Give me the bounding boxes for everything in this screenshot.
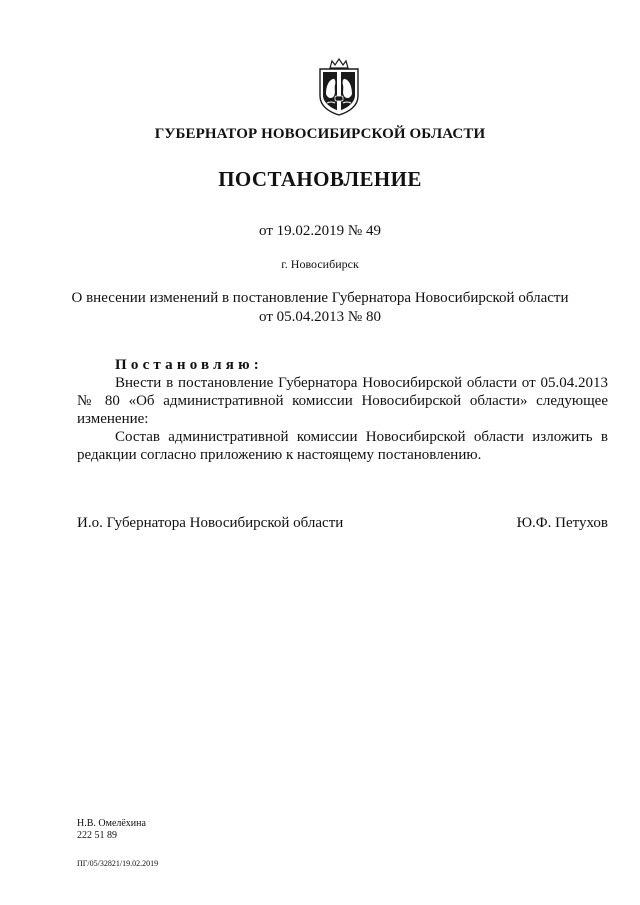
signatory-name: Ю.Ф. Петухов [516, 515, 608, 531]
place-of-issue: г. Новосибирск [281, 257, 359, 271]
issuing-authority: ГУБЕРНАТОР НОВОСИБИРСКОЙ ОБЛАСТИ [154, 126, 486, 142]
body-paragraph-2: Состав административной комиссии Новосибирской области изложить в редакции согласно приложению к настоящему постановлению. [77, 429, 608, 463]
document-body [77, 356, 608, 464]
signature-block [77, 515, 608, 535]
date-and-number: от 19.02.2019 № 49 [259, 223, 381, 239]
decree-word: Постановляю: [115, 357, 263, 373]
registration-number: ПГ/05/32821/19.02.2019 [77, 859, 159, 868]
body-paragraph-1: Внести в постановление Губернатора Новосибирской области от 05.04.2013 № 80 «Об административной комиссии Новосибирской области» следующее изменение: [77, 375, 608, 427]
subject-line-2: от 05.04.2013 № 80 [259, 309, 381, 325]
document-type-title: ПОСТАНОВЛЕНИЕ [218, 167, 422, 191]
coat-of-arms-icon [316, 58, 362, 116]
executor-name: Н.В. Омелёхина [77, 818, 146, 829]
executor-phone: 222 51 89 [77, 830, 117, 841]
subject-line-1: О внесении изменений в постановление Губернатора Новосибирской области [71, 290, 569, 306]
signatory-role: И.о. Губернатора Новосибирской области [77, 515, 344, 531]
document-subject [0, 289, 640, 327]
